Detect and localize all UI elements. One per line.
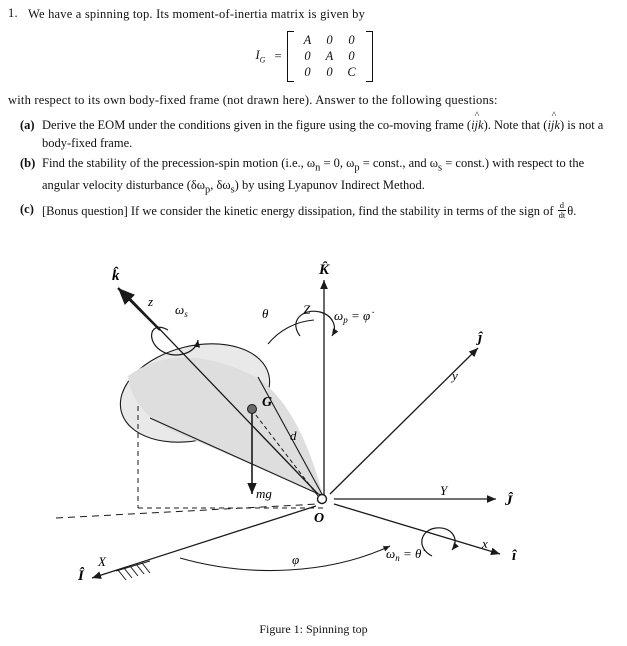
problem-number: 1. bbox=[8, 6, 18, 20]
part-a-text-3: ) is not a body-fixed frame. bbox=[42, 117, 604, 150]
phi-label: φ bbox=[292, 552, 300, 567]
part-b-text-6: ) by using Lyapunov Indirect Method. bbox=[234, 177, 425, 192]
matrix-cell: A bbox=[303, 32, 312, 47]
x-axis-label: x bbox=[482, 536, 488, 551]
part-label-a: (a) bbox=[20, 117, 35, 132]
inertia-matrix-equation bbox=[8, 31, 620, 82]
matrix-cell: 0 bbox=[348, 48, 355, 63]
phi-arc bbox=[180, 546, 390, 571]
bracket-right bbox=[366, 31, 373, 82]
G-label: G bbox=[262, 395, 273, 410]
part-b-sub-2: p bbox=[354, 162, 360, 174]
part-b-sub-1: n bbox=[315, 162, 321, 174]
matrix-grid bbox=[294, 31, 366, 82]
part-label-b: (b) bbox=[20, 156, 36, 171]
part-label-c: (c) bbox=[20, 201, 34, 216]
part-b-sub-3: s bbox=[438, 162, 443, 174]
problem-block bbox=[8, 6, 620, 224]
fraction-numerator: d bbox=[558, 201, 567, 211]
problem-part-b bbox=[20, 155, 620, 198]
matrix-cell: 0 bbox=[304, 48, 311, 63]
theta-arc bbox=[268, 320, 314, 344]
omega-p-curve bbox=[296, 311, 335, 336]
problem-statement-row bbox=[8, 6, 620, 23]
figure-caption: Figure 1: Spinning top bbox=[259, 622, 368, 636]
bracket-left bbox=[287, 31, 294, 82]
derivative-fraction bbox=[558, 201, 567, 220]
horizon-dashed-line bbox=[56, 504, 318, 518]
matrix-cell: 0 bbox=[326, 32, 333, 47]
I-hat-label: Î bbox=[78, 568, 84, 584]
part-a-frame-2: ^ ijk bbox=[547, 117, 560, 135]
theta-label: θ bbox=[262, 306, 269, 321]
part-b-sub-5: s bbox=[230, 184, 235, 196]
part-c-text-2: θ. bbox=[567, 203, 577, 218]
part-a-text-1: Derive the EOM under the conditions given in the figure using the co-moving frame ( bbox=[42, 117, 472, 132]
matrix-cell: 0 bbox=[304, 64, 311, 79]
matrix-cell: 0 bbox=[348, 32, 355, 47]
origin-point bbox=[318, 495, 327, 504]
problem-parts bbox=[8, 117, 620, 221]
matrix-label: $I_G$ bbox=[255, 48, 266, 65]
omega-p-label: $\omega_p$ = φ̇ bbox=[334, 308, 371, 325]
part-b-sub-4: p bbox=[205, 184, 211, 196]
O-label: O bbox=[314, 511, 325, 526]
d-label: d bbox=[290, 428, 297, 443]
matrix-cell: 0 bbox=[326, 64, 333, 79]
omega-n-curve bbox=[422, 528, 455, 556]
matrix-cell: A bbox=[325, 48, 334, 63]
part-a-text-2: ). Note that ( bbox=[483, 117, 548, 132]
k-hat-label: k̂ bbox=[112, 268, 120, 284]
matrix-cell: C bbox=[347, 64, 356, 79]
mg-label: mg bbox=[256, 486, 272, 501]
J-hat-label: Ĵ bbox=[505, 493, 513, 509]
problem-part-a bbox=[20, 117, 620, 153]
part-body-a bbox=[42, 117, 620, 153]
part-b-text-4: = const.) with respect to the angular velocity disturbance (δω bbox=[42, 156, 585, 192]
k-hat-arrow bbox=[118, 288, 160, 330]
part-body-b bbox=[42, 155, 620, 198]
X-axis-line bbox=[92, 506, 316, 578]
part-a-frame-1: ^ ijk bbox=[471, 117, 484, 135]
matrix-note: with respect to its own body-fixed frame (not drawn here). Answer to the following questions: bbox=[8, 92, 498, 107]
X-axis-label: X bbox=[98, 554, 106, 569]
K-hat-label: K̂ bbox=[319, 262, 330, 278]
equals-sign: = bbox=[274, 48, 282, 63]
omega-n-label: $\omega_n$ = θ̇ bbox=[386, 546, 422, 563]
part-b-text-3: = const., and ω bbox=[359, 156, 439, 171]
part-b-text-2: = 0, ω bbox=[320, 156, 355, 171]
j-hat-label: ĵ bbox=[478, 330, 483, 346]
fraction-denominator: dt bbox=[558, 209, 566, 220]
part-b-text-5: , δω bbox=[210, 177, 231, 192]
ground-hatching bbox=[116, 561, 150, 580]
spinning-top-figure bbox=[0, 258, 627, 646]
y-axis-label: y bbox=[452, 368, 458, 383]
Y-axis-label: Y bbox=[440, 483, 448, 498]
z-axis-label: z bbox=[148, 294, 154, 309]
i-hat-label: î bbox=[512, 548, 517, 564]
part-c-text-1: [Bonus question] If we consider the kinetic energy dissipation, find the stability in terms of the sign of bbox=[42, 203, 557, 218]
omega-s-label: $\omega_s$ bbox=[175, 302, 188, 319]
Z-axis-label: Z bbox=[303, 302, 311, 317]
problem-statement: We have a spinning top. Its moment-of-inertia matrix is given by bbox=[28, 7, 366, 21]
problem-part-c bbox=[20, 201, 620, 221]
center-of-mass-point bbox=[248, 405, 257, 414]
part-b-text-1: Find the stability of the precession-spin motion (i.e., ω bbox=[42, 156, 316, 171]
part-body-c bbox=[42, 201, 620, 221]
matrix-brackets bbox=[287, 31, 373, 82]
